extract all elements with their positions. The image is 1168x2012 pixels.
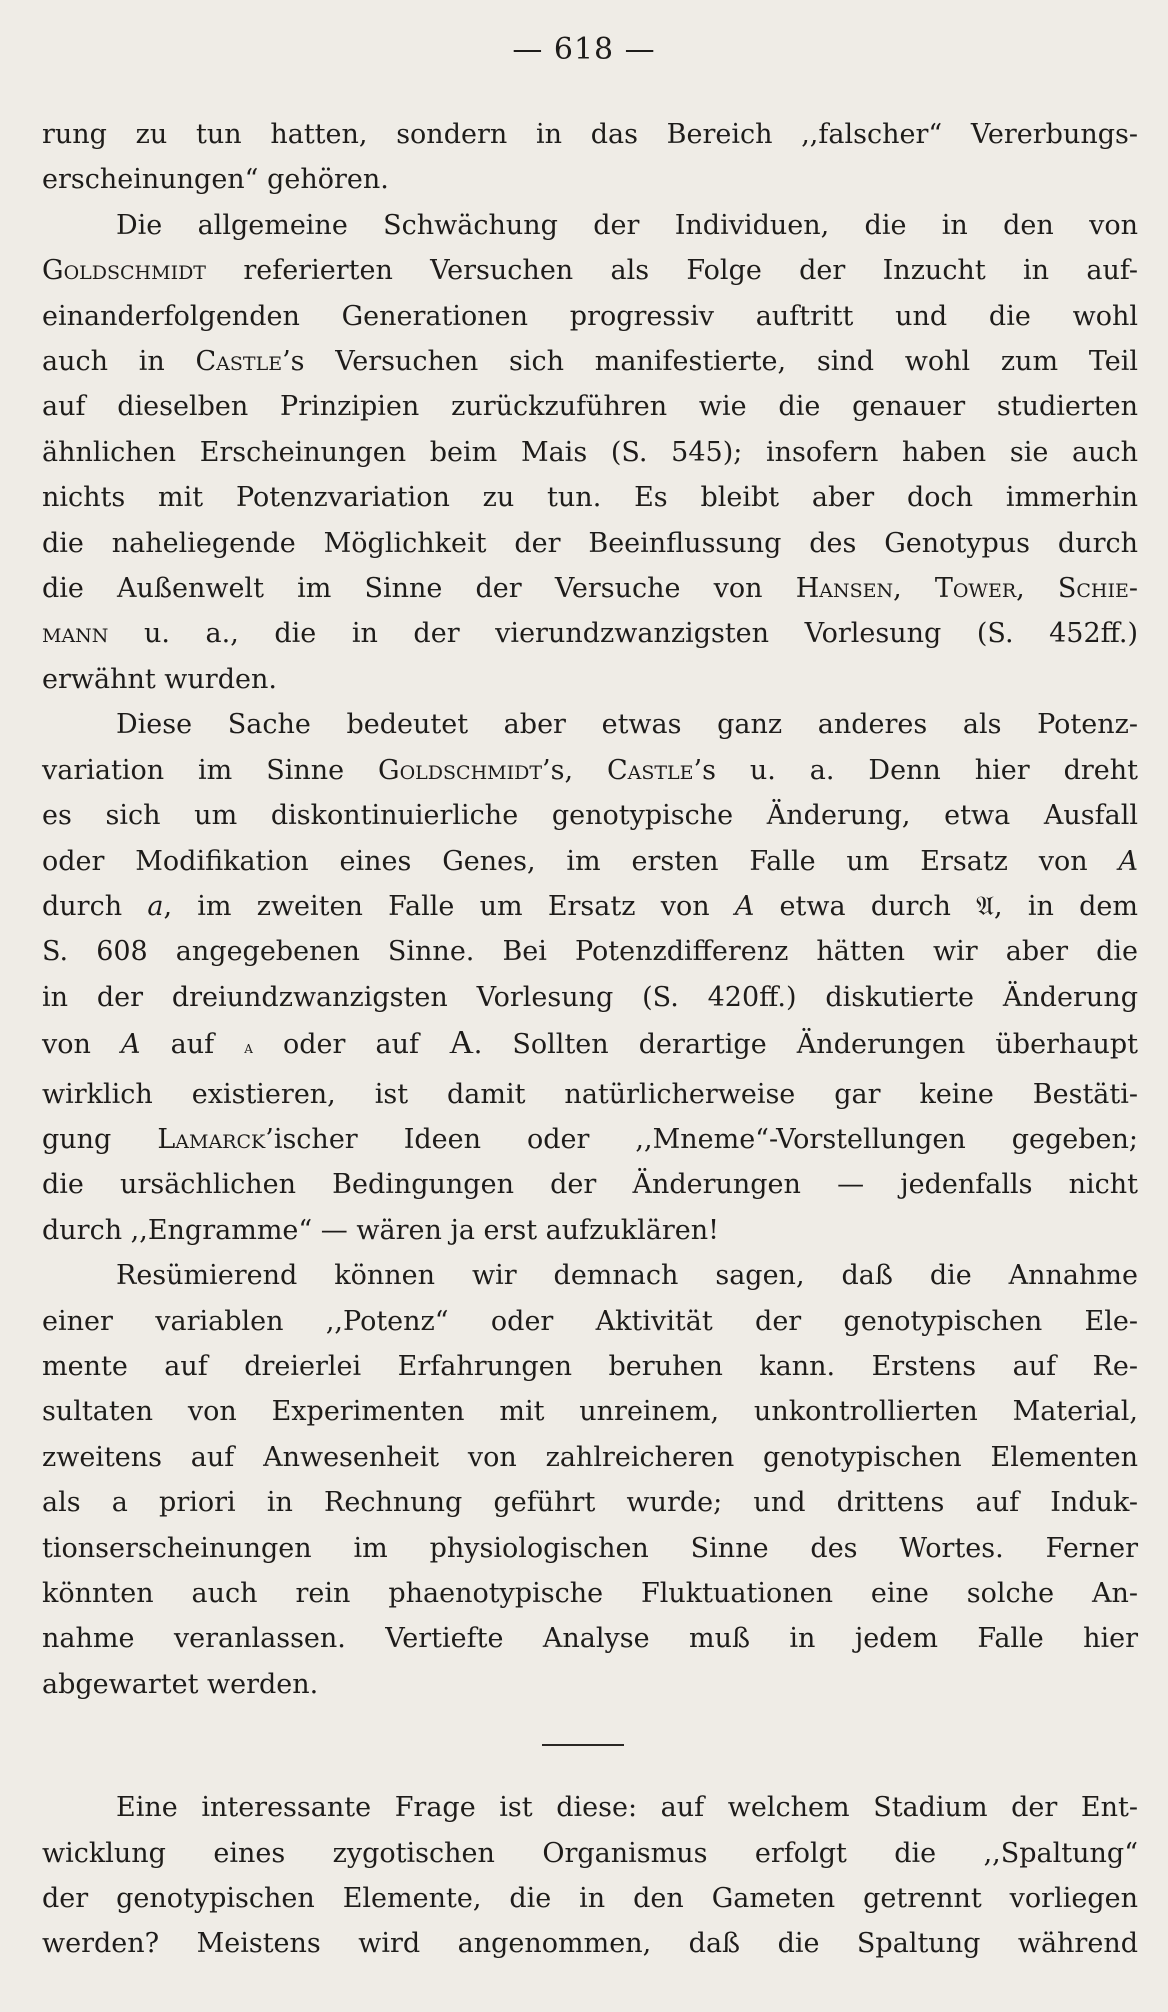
text-line: ähnlichen Erscheinungen beim Mais (S. 545); insofern haben sie auch bbox=[42, 436, 1138, 468]
text-span: auch in bbox=[42, 346, 196, 378]
text-line: einer variablen ,,Potenz“ oder Aktivität der genotypischen Ele- bbox=[42, 1305, 1138, 1337]
text-line: abgewartet werden. bbox=[42, 1668, 319, 1700]
text-span: referierten Versuchen als Folge der Inzucht in auf- bbox=[206, 255, 1138, 287]
text-line bbox=[42, 884, 1138, 929]
text-line bbox=[42, 748, 1138, 793]
text-span: durch bbox=[42, 890, 148, 922]
paragraph-start: Resümierend können wir demnach sagen, daß die Annahme bbox=[116, 1260, 1138, 1292]
text-span: die Außenwelt im Sinne der Versuche von bbox=[42, 573, 796, 605]
text-span: u. a., die in der vierundzwanzigsten Vorlesung (S. 452ff.) bbox=[108, 618, 1138, 650]
text-span: ’s, bbox=[542, 754, 607, 786]
author-name: Lamarck bbox=[157, 1123, 266, 1155]
text-line: tionserscheinungen im physiologischen Sinne des Wortes. Ferner bbox=[42, 1532, 1138, 1564]
text-line bbox=[42, 1020, 1138, 1071]
section-divider bbox=[42, 1707, 1138, 1769]
author-name: Castle bbox=[606, 754, 694, 786]
text-line: werden? Meistens wird angenommen, daß die Spaltung während bbox=[42, 1928, 1138, 1960]
text-line: nichts mit Potenzvariation zu tun. Es bleibt aber doch immerhin bbox=[42, 482, 1138, 514]
author-name: Castle bbox=[195, 346, 283, 378]
author-name: mann bbox=[42, 618, 109, 650]
text-line: S. 608 angegebenen Sinne. Bei Potenzdifferenz hätten wir aber die bbox=[42, 936, 1138, 968]
text-line: zweitens auf Anwesenheit von zahlreicheren genotypischen Elementen bbox=[42, 1441, 1138, 1473]
text-line bbox=[42, 566, 1138, 611]
text-line: sultaten von Experimenten mit unreinem, unkontrollierten Material, bbox=[42, 1396, 1138, 1428]
text-line bbox=[42, 611, 1138, 656]
text-line: erwähnt wurden. bbox=[42, 663, 277, 695]
gene-symbol: A bbox=[121, 1029, 141, 1061]
text-span: ’s u. a. Denn hier dreht bbox=[693, 754, 1138, 786]
page-number: — 618 — bbox=[512, 32, 656, 67]
text-line: einanderfolgenden Generationen progressiv auftritt und die wohl bbox=[42, 300, 1138, 332]
divider-spacing bbox=[42, 1769, 1138, 1785]
text-line: in der dreiundzwanzigsten Vorlesung (S. 420ff.) diskutierte Änderung bbox=[42, 981, 1138, 1013]
body-text bbox=[42, 112, 1138, 1967]
paragraph-start: Diese Sache bedeutet aber etwas ganz anderes als Potenz- bbox=[116, 709, 1138, 741]
text-span: ’s Versuchen sich manifestierte, sind wohl zum Teil bbox=[282, 346, 1138, 378]
gene-symbol: A bbox=[734, 890, 755, 922]
gene-symbol-large: A bbox=[449, 1024, 474, 1062]
author-name: Hansen bbox=[795, 573, 894, 605]
text-line: als a priori in Rechnung geführt wurde; und drittens auf Induk- bbox=[42, 1487, 1138, 1519]
paragraph-start: Eine interessante Frage ist diese: auf welchem Stadium der Ent- bbox=[116, 1792, 1138, 1824]
author-name: Schie- bbox=[1057, 573, 1138, 605]
text-span: von bbox=[42, 1029, 122, 1061]
gene-symbol-small: a bbox=[244, 1038, 253, 1059]
text-span: gung bbox=[42, 1123, 158, 1155]
text-line: wirklich existieren, ist damit natürlicherweise gar keine Bestäti- bbox=[42, 1078, 1138, 1110]
text-line: es sich um diskontinuierliche genotypische Änderung, etwa Ausfall bbox=[42, 800, 1138, 832]
gene-symbol: a bbox=[147, 890, 164, 922]
author-name: Tower bbox=[934, 573, 1017, 605]
text-line: rung zu tun hatten, sondern in das Bereich ,,falscher“ Vererbungs- bbox=[42, 119, 1138, 150]
text-span: , im zweiten Falle um Ersatz von bbox=[163, 890, 735, 922]
divider-rule bbox=[542, 1744, 624, 1746]
text-line: erscheinungen“ gehören. bbox=[42, 164, 389, 196]
text-line bbox=[42, 339, 1138, 384]
text-span: variation im Sinne bbox=[42, 754, 379, 786]
text-span: oder auf bbox=[252, 1029, 450, 1061]
paragraph-start: Die allgemeine Schwächung der Individuen, die in den von bbox=[116, 209, 1138, 241]
text-line: wicklung eines zygotischen Organismus erfolgt die ,,Spaltung“ bbox=[42, 1837, 1138, 1869]
gene-symbol: A bbox=[1118, 845, 1138, 877]
text-line bbox=[42, 1117, 1138, 1162]
text-span: ’ischer Ideen oder ,,Mneme“-Vorstellungen gegeben; bbox=[265, 1123, 1138, 1155]
text-span: , bbox=[1016, 573, 1058, 605]
text-line: nahme veranlassen. Vertiefte Analyse muß in jedem Falle hier bbox=[42, 1623, 1138, 1655]
text-line: mente auf dreierlei Erfahrungen beruhen kann. Erstens auf Re- bbox=[42, 1350, 1138, 1382]
text-line: die ursächlichen Bedingungen der Änderungen — jedenfalls nicht bbox=[42, 1169, 1138, 1201]
text-line bbox=[42, 248, 1138, 293]
text-line: auf dieselben Prinzipien zurückzuführen wie die genauer studierten bbox=[42, 391, 1138, 423]
text-span: etwa durch 𝔄, in dem bbox=[754, 890, 1138, 922]
text-span: , bbox=[893, 573, 935, 605]
author-name: Goldschmidt bbox=[378, 754, 543, 786]
text-span: . Sollten derartige Änderungen überhaupt bbox=[473, 1029, 1138, 1061]
author-name: Goldschmidt bbox=[42, 255, 206, 287]
text-line bbox=[42, 839, 1138, 884]
text-span: oder Modifikation eines Genes, im ersten Falle um Ersatz von bbox=[42, 845, 1119, 877]
text-line: könnten auch rein phaenotypische Fluktuationen eine solche An- bbox=[42, 1578, 1138, 1609]
text-line: der genotypischen Elemente, die in den Gameten getrennt vorliegen bbox=[42, 1883, 1138, 1915]
text-line: durch ,,Engramme“ — wären ja erst aufzuklären! bbox=[42, 1214, 719, 1246]
text-line: die naheliegende Möglichkeit der Beeinflussung des Genotypus durch bbox=[42, 527, 1138, 559]
text-span: auf bbox=[140, 1029, 245, 1061]
